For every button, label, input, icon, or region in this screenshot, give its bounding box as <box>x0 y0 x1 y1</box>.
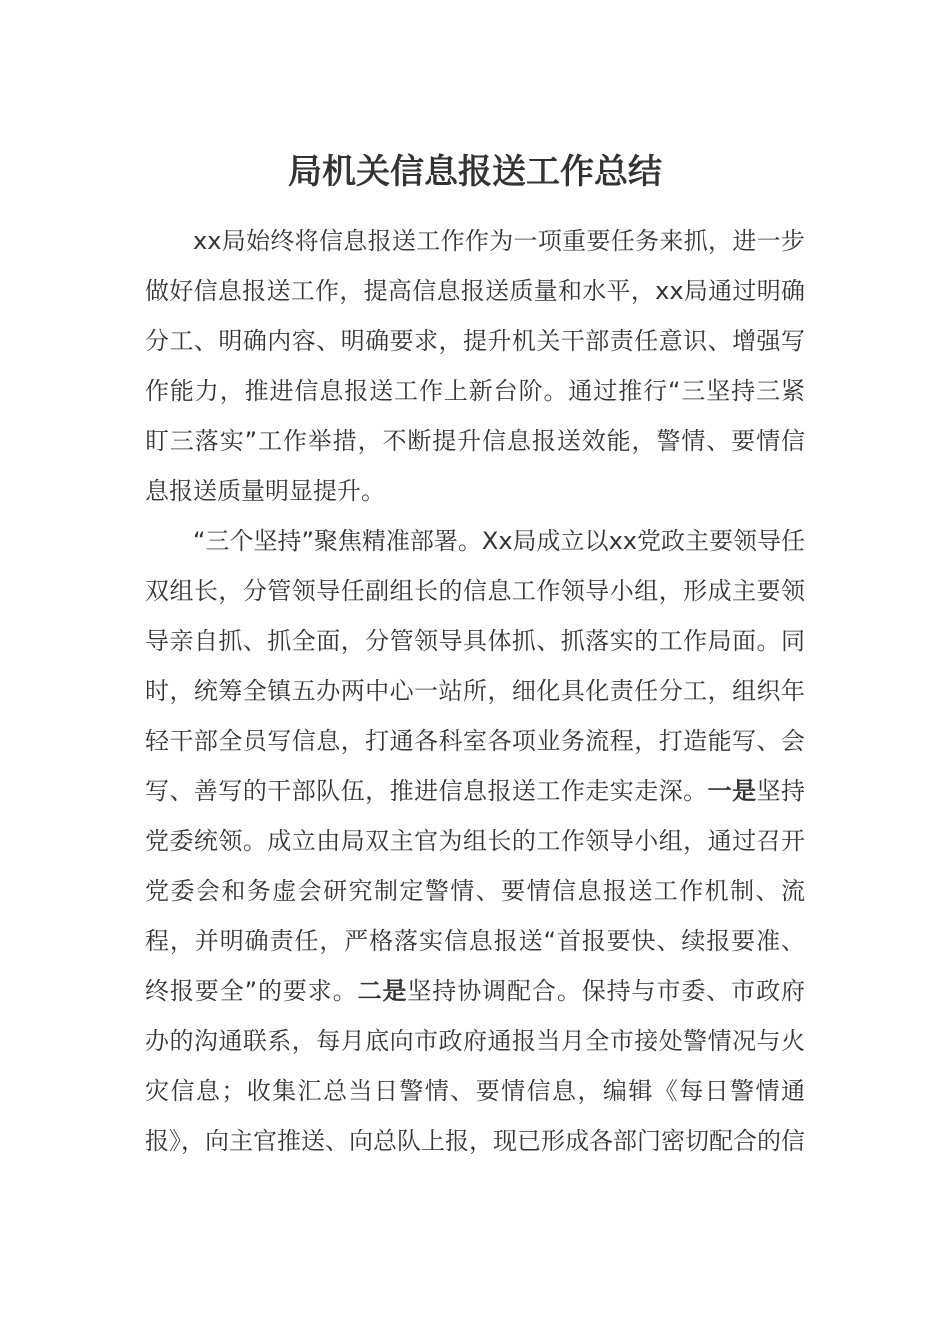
bold-lead-second: 二是 <box>357 977 408 1005</box>
bold-lead-first: 一是 <box>707 777 757 805</box>
document-body <box>145 216 805 1166</box>
document-title: 局机关信息报送工作总结 <box>288 152 662 192</box>
paragraph-text: 坚持协调配合。保持与市委、市政府办的沟通联系，每月底向市政府通报当月全市接处警情况与火灾信息；收集汇总当日警情、要情信息，编辑《每日警情通报》，向主官推送、向总队上报，现已形成各部门密切配合的信 <box>145 977 805 1155</box>
paragraph-intro <box>145 216 805 516</box>
paragraph-text: xx局始终将信息报送工作作为一项重要任务来抓，进一步做好信息报送工作，提高信息报送质量和水平，xx局通过明确分工、明确内容、明确要求，提升机关干部责任意识、增强写作能力，推进信息报送工作上新台阶。通过推行“三坚持三紧盯三落实”工作举措，不断提升信息报送效能，警情、要情信息报送质量明显提升。 <box>145 227 805 505</box>
paragraph-text: “三个坚持”聚焦精准部署。Xx局成立以xx党政主要领导任双组长，分管领导任副组长的信息工作领导小组，形成主要领导亲自抓、抓全面，分管领导具体抓、抓落实的工作局面。同时，统筹全镇五办两中心一站所，细化具化责任分工，组织年轻干部全员写信息，打通各科室各项业务流程，打造能写、会写、善写的干部队伍，推进信息报送工作走实走深。 <box>145 527 805 805</box>
paragraph-text: 坚持党委统领。成立由局双主官为组长的工作领导小组，通过召开党委会和务虚会研究制定警情、要情信息报送工作机制、流程，并明确责任，严格落实信息报送“首报要快、续报要准、终报要全”的要求。 <box>145 777 806 1005</box>
paragraph-three-persistences <box>145 516 805 1166</box>
